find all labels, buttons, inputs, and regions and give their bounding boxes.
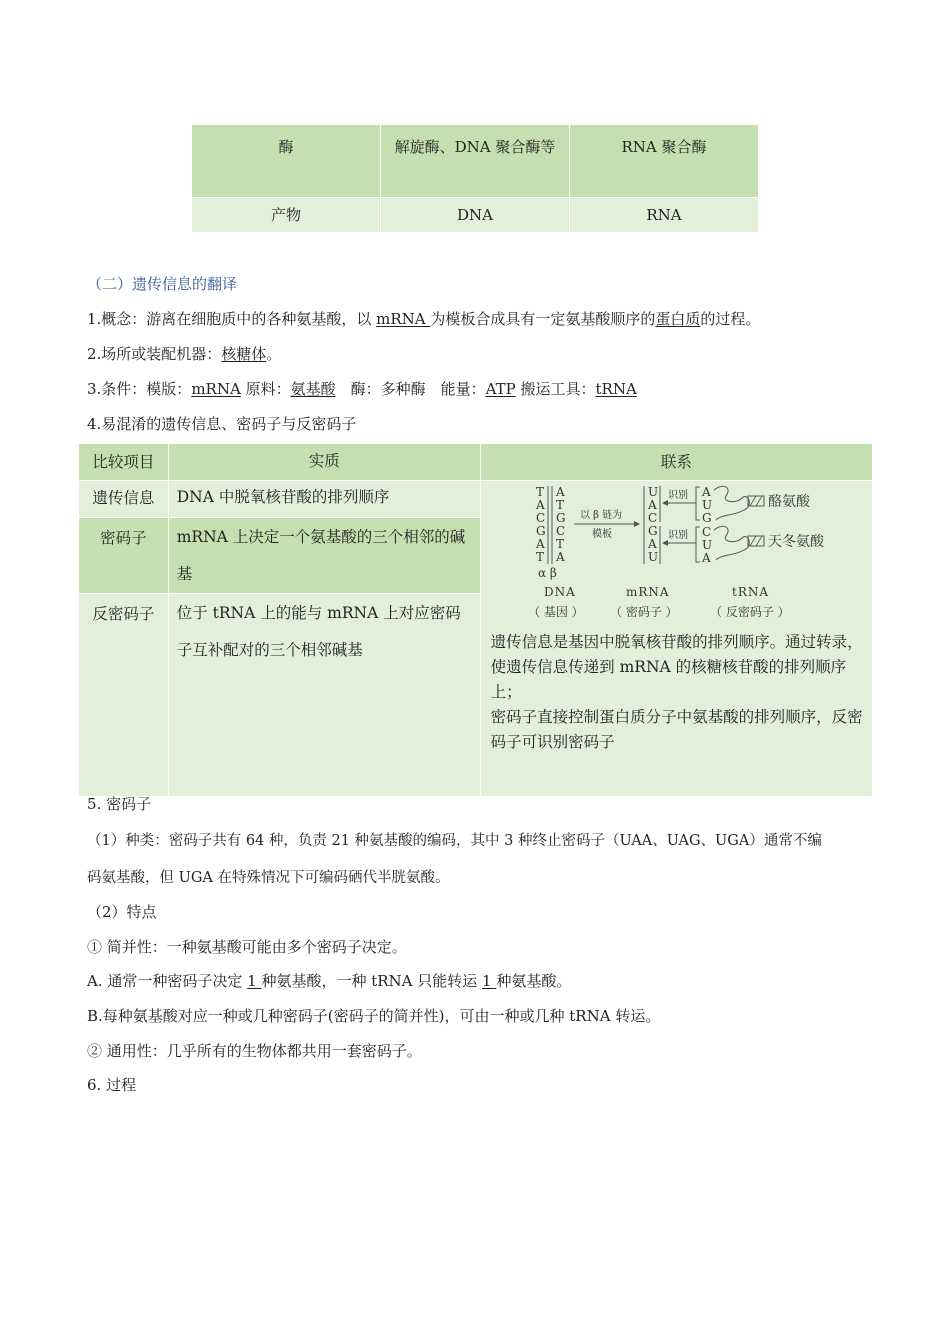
comparison-table	[78, 443, 873, 797]
trna-bracket	[696, 487, 700, 520]
universal-line: ② 通用性：几乎所有的生物体都共用一套密码子。	[87, 1042, 422, 1060]
trna-loop-shape	[714, 486, 749, 520]
mrna-strand	[647, 485, 658, 564]
relation-paragraph: 密码子直接控制蛋白质分子中氨基酸的排列顺序，反密码子可识别密码子	[490, 708, 863, 751]
text: 的过程。	[700, 310, 761, 328]
base-letter: T	[556, 537, 565, 551]
base-letter: U	[648, 550, 659, 564]
table-cell: 产物	[192, 198, 381, 233]
caption-codon: （ 密码子 ）	[610, 605, 678, 619]
arrow-label: 以 β 链为	[580, 510, 623, 521]
table-row	[192, 198, 759, 233]
arrow-head	[662, 500, 668, 506]
table-cell	[79, 518, 169, 594]
amino-acid-label: 天冬氨酸	[768, 534, 825, 550]
text: 1.概念：游离在细胞质中的各种氨基酸，以	[87, 310, 377, 328]
table-cell	[79, 594, 169, 797]
arrow-head	[634, 521, 640, 527]
strand-labels: α β	[538, 566, 558, 580]
table-cell	[168, 481, 480, 518]
text: 搬运工具：	[515, 380, 596, 398]
section-heading: （二）遗传信息的翻译	[87, 275, 238, 293]
underlined-term: mRNA	[191, 380, 241, 398]
relation-cell	[480, 481, 872, 797]
caption-gene: （ 基因 ）	[528, 605, 584, 619]
table-cell: DNA	[381, 198, 570, 233]
point-b-line: B.每种氨基酸对应一种或几种密码子(密码子的简并性)，可由一种或几种 tRNA 转运。	[87, 1007, 661, 1025]
point-a-line	[87, 970, 571, 991]
place-line	[87, 343, 281, 364]
trna-bracket	[696, 527, 700, 562]
base-letter: A	[536, 498, 545, 512]
row-essence: 位于 tRNA 上的能与 mRNA 上对应密码子互补配对的三个相邻碱基	[176, 604, 461, 659]
row-label: 遗传信息	[92, 489, 155, 507]
table-cell	[168, 594, 480, 797]
recognize-label: 识别	[668, 530, 689, 541]
base-letter: A	[556, 550, 565, 564]
table-cell	[79, 481, 169, 518]
underlined-term: 氨基酸	[290, 380, 336, 398]
base-letter: G	[648, 524, 658, 538]
underlined-term: mRNA	[376, 310, 431, 328]
header-cell: 实质	[168, 444, 480, 481]
table-cell: RNA 聚合酶	[570, 125, 759, 198]
table-cell: 解旋酶、DNA 聚合酶等	[381, 125, 570, 198]
underlined-term: 核糖体	[221, 345, 267, 363]
text: 种氨基酸。	[496, 972, 572, 990]
text: A. 通常一种密码子决定	[87, 972, 248, 990]
kinds-line-1: （1）种类：密码子共有 64 种，负责 21 种氨基酸的编码，其中 3 种终止密码子（UAA、UAG、UGA）通常不编	[87, 833, 822, 849]
text: 原料：	[240, 380, 291, 398]
header-cell: 比较项目	[79, 444, 169, 481]
amino-acid-label: 酪氨酸	[768, 494, 811, 510]
table-cell: 酶	[192, 125, 381, 198]
base-letter: T	[556, 498, 565, 512]
table-row	[192, 125, 759, 198]
trna-loop-shape	[714, 526, 749, 560]
base-letter: T	[536, 485, 545, 499]
table-row	[79, 481, 873, 518]
amino-acid-box	[748, 496, 764, 506]
text: 。	[266, 345, 282, 363]
header-cell: 联系	[480, 444, 872, 481]
base-letter: A	[648, 537, 657, 551]
base-letter: G	[536, 524, 546, 538]
base-letter: U	[648, 485, 659, 499]
base-letter: A	[648, 498, 657, 512]
amino-acid-box	[748, 536, 764, 546]
relation-paragraph: 遗传信息是基因中脱氧核苷酸的排列顺序。通过转录，使遗传信息传递到 mRNA 的核糖核苷酸的排列顺序上；	[490, 633, 863, 701]
t-strand	[535, 485, 546, 564]
caption-dna: DNA	[544, 585, 577, 599]
degeneracy-line: ① 简并性：一种氨基酸可能由多个密码子决定。	[87, 938, 407, 956]
base-letter: A	[536, 537, 545, 551]
dna-mrna-trna-diagram	[486, 484, 866, 624]
caption-mrna: mRNA	[626, 585, 670, 599]
base-letter: T	[536, 550, 545, 564]
text: 为模板合成具有一定氨基酸顺序的	[430, 310, 656, 328]
text: 3.条件：模版：	[87, 380, 192, 398]
hatch	[756, 496, 762, 506]
row-label: 密码子	[100, 529, 147, 547]
section5-heading: 5. 密码子	[87, 795, 152, 813]
recognize-label: 识别	[668, 490, 689, 501]
caption-anticodon: （ 反密码子 ）	[710, 605, 790, 619]
hatch	[750, 496, 756, 506]
table-cell: RNA	[570, 198, 759, 233]
table-cell	[168, 518, 480, 594]
base-letter: A	[556, 485, 565, 499]
enzyme-product-table	[191, 124, 759, 233]
underlined-term: tRNA	[595, 380, 637, 398]
concept-line	[87, 308, 760, 329]
underlined-term: 1	[482, 972, 497, 990]
base-letter: C	[648, 511, 658, 525]
caption-trna: tRNA	[732, 585, 770, 599]
section6-heading: 6. 过程	[87, 1076, 137, 1094]
base-letter: C	[536, 511, 546, 525]
text: 酶：多种酶 能量：	[335, 380, 486, 398]
text: 2.场所或装配机器：	[87, 345, 222, 363]
base-letter: U	[702, 538, 713, 552]
relation-text	[482, 624, 871, 755]
base-letter: A	[702, 551, 711, 565]
base-letter: G	[702, 511, 712, 525]
base-letter: A	[702, 485, 711, 499]
row-essence: mRNA 上决定一个氨基酸的三个相邻的碱基	[176, 528, 466, 583]
features-line: （2）特点	[87, 903, 157, 921]
text: 种氨基酸，一种 tRNA 只能转运	[261, 972, 483, 990]
arrow-head	[662, 540, 668, 546]
hatch	[750, 536, 756, 546]
underlined-term: 1	[247, 972, 262, 990]
base-letter: U	[702, 498, 713, 512]
underlined-term: ATP	[485, 380, 516, 398]
base-letter: C	[556, 524, 566, 538]
base-letter: C	[702, 525, 712, 539]
row-label: 反密码子	[92, 605, 155, 623]
a-strand	[555, 485, 566, 564]
arrow-label: 模板	[592, 529, 613, 540]
base-letter: G	[556, 511, 566, 525]
row-essence: DNA 中脱氧核苷酸的排列顺序	[176, 488, 390, 506]
kinds-line-2: 码氨基酸，但 UGA 在特殊情况下可编码硒代半胱氨酸。	[87, 870, 450, 886]
conditions-line	[87, 378, 637, 399]
table-header-row	[79, 444, 873, 481]
item4-line: 4.易混淆的遗传信息、密码子与反密码子	[87, 415, 357, 433]
hatch	[756, 536, 762, 546]
underlined-term: 蛋白质	[655, 310, 701, 328]
